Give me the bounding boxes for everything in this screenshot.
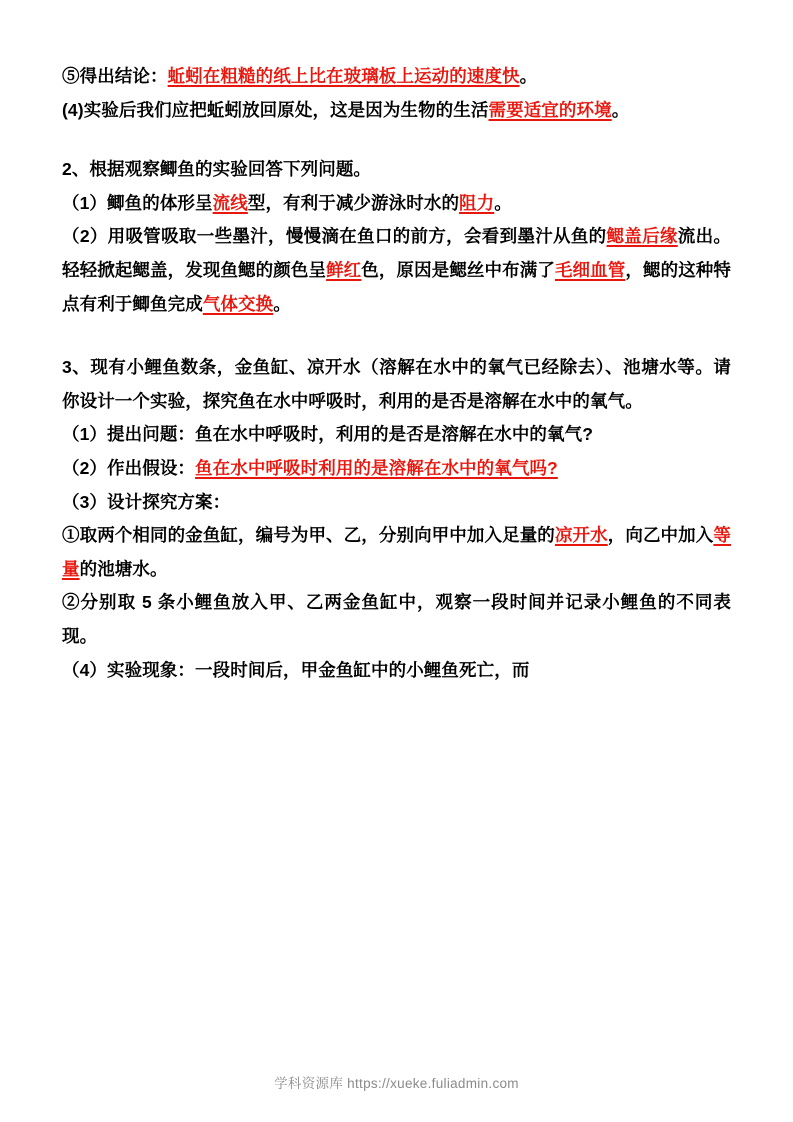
text-run: （1）提出问题：鱼在水中呼吸时，利用的是否是溶解在水中的氧气?	[62, 424, 594, 445]
page-footer: 学科资源库 https://xueke.fuliadmin.com	[274, 1076, 519, 1091]
text-run-answer: 凉开水	[554, 525, 608, 546]
text-run: ②分别取 5 条小鲤鱼放入甲、乙两金鱼缸中，观察一段时间并记录小鲤鱼的不同表现。	[62, 592, 731, 646]
paragraph-3-3	[62, 486, 731, 520]
text-run-answer: 毛细血管	[554, 259, 626, 280]
paragraph-3-3-step2	[62, 586, 731, 653]
text-run-answer: 需要适宜的环境	[488, 99, 612, 120]
paragraph-3-4	[62, 654, 731, 688]
text-run: 流出。轻轻掀起鳃盖，发现鱼鳃的颜色呈	[62, 226, 731, 280]
text-run-answer: 鱼在水中呼吸时利用的是溶解在水中的氧气吗?	[195, 457, 558, 478]
spacer	[62, 127, 731, 153]
text-run-answer: 鲜红	[326, 259, 362, 280]
text-run: （3）设计探究方案：	[62, 491, 231, 512]
paragraph-question-2	[62, 153, 731, 187]
paragraph-2-2	[62, 220, 731, 321]
text-run: ，鳃的这种特点有利于鲫鱼完成	[62, 259, 731, 314]
text-run: 的池塘水。	[79, 558, 168, 579]
document-body	[62, 60, 731, 687]
text-run: ①取两个相同的金鱼缸，编号为甲、乙，分别向甲中加入足量的	[62, 525, 555, 546]
paragraph-3-1	[62, 418, 731, 452]
paragraph-3-2	[62, 452, 731, 486]
text-run: 2、根据观察鲫鱼的实验回答下列问题。	[62, 159, 372, 180]
text-run: （2）用吸管吸取一些墨汁，慢慢滴在鱼口的前方，会看到墨汁从鱼的	[62, 226, 607, 247]
text-run: （4）实验现象：一段时间后，甲金鱼缸中的小鲤鱼死亡，而	[62, 659, 530, 680]
text-run: 。	[494, 192, 512, 213]
text-run-answer: 鳃盖后缘	[606, 226, 678, 247]
text-run-answer: 气体交换	[202, 293, 274, 314]
text-run: （1）鲫鱼的体形呈	[62, 192, 213, 213]
text-run: 。	[611, 99, 630, 120]
paragraph-2-1	[62, 187, 731, 221]
paragraph-q1-4	[62, 94, 731, 128]
text-run: (4)实验后我们应把蚯蚓放回原处，这是因为生物的生活	[62, 99, 489, 120]
text-run-answer: 阻力	[459, 192, 495, 213]
text-run-answer: 流线	[212, 192, 248, 213]
paragraph-conclusion	[62, 60, 731, 94]
text-run-answer: 蚯蚓在粗糙的纸上比在玻璃板上运动的速度快	[167, 66, 520, 86]
text-run: ⑤得出结论：	[62, 66, 168, 86]
text-run: 。	[519, 66, 538, 86]
text-run: 。	[273, 293, 291, 314]
text-run: 色，原因是鳃丝中布满了	[361, 259, 555, 280]
text-run: 3、现有小鲤鱼数条，金鱼缸、凉开水（溶解在水中的氧气已经除去）、池塘水等。请你设计一个实验，探究鱼在水中呼吸时，利用的是否是溶解在水中的氧气。	[62, 357, 731, 411]
text-run: 型，有利于减少游泳时水的	[247, 192, 460, 213]
text-run: ，向乙中加入	[607, 525, 714, 546]
text-run: （2）作出假设：	[62, 457, 196, 478]
paragraph-question-3	[62, 351, 731, 418]
text-run-answer: 等量	[62, 525, 731, 579]
paragraph-3-3-step1	[62, 519, 731, 586]
spacer	[62, 321, 731, 351]
